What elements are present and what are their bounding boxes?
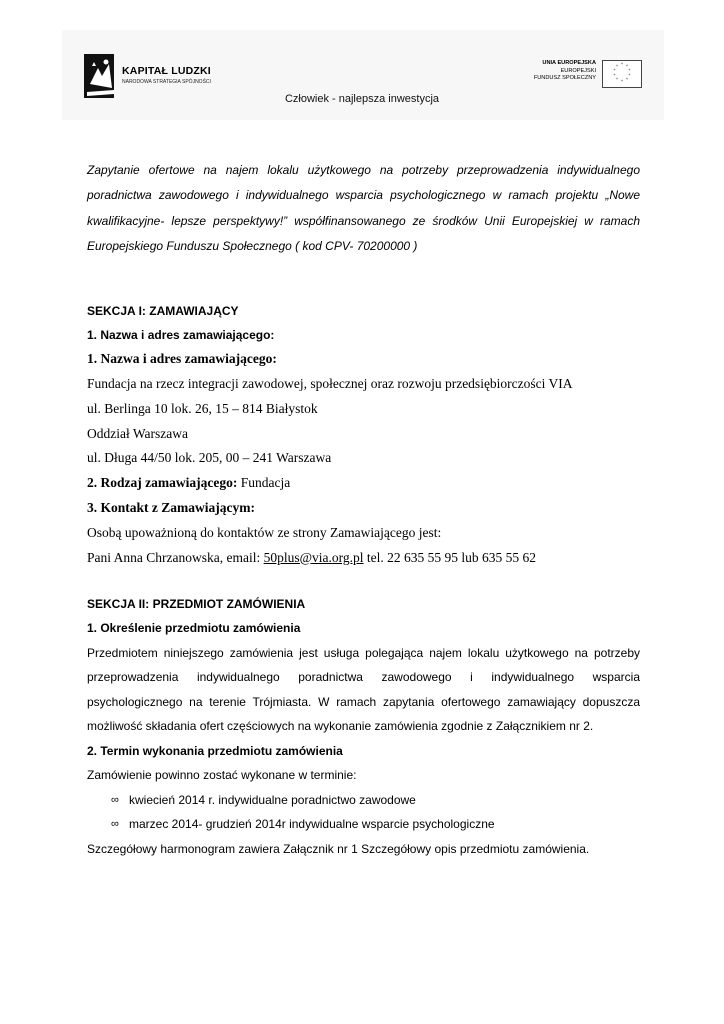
branch-name: Oddział Warszawa: [87, 425, 188, 441]
svg-text:*: *: [628, 68, 631, 73]
section-2-subheading-2: 2. Termin wykonania przedmiotu zamówienia: [87, 743, 343, 758]
contact-email-link[interactable]: 50plus@via.org.pl: [263, 549, 364, 565]
intro-paragraph: Zapytanie ofertowe na najem lokalu użytkowego na potrzeby przeprowadzenia indywidualnego poradnictwa zawodowego i indywidualnego wsparcia psychologicznego w ramach projektu „Nowe kwalifikacyjne- lepsze perspektywy!” współfinansowanego ze środków Unii Europejskiej w ramach Europejskiego Funduszu Społecznego ( kod CPV- 70200000 ): [87, 163, 640, 253]
tagline: Człowiek - najlepsza inwestycja: [284, 93, 440, 105]
svg-text:*: *: [621, 62, 623, 67]
address-bialystok: ul. Berlinga 10 lok. 26, 15 – 814 Białystok: [87, 400, 318, 416]
contact-details: [87, 546, 640, 571]
name-address-label: 1. Nazwa i adres zamawiającego:: [87, 351, 277, 367]
svg-text:*: *: [626, 77, 628, 82]
list-item: [87, 812, 640, 837]
section-1-heading: SEKCJA I: ZAMAWIAJĄCY: [87, 304, 239, 319]
address-warszawa: ul. Długa 44/50 lok. 205, 00 – 241 Warszawa: [87, 450, 332, 466]
contact-intro: Osobą upoważnioną do kontaktów ze strony Zamawiającego jest:: [87, 524, 442, 540]
svg-text:*: *: [616, 64, 618, 69]
eu-line-3: FUNDUSZ SPOŁECZNY: [533, 75, 596, 81]
document-body: [87, 158, 640, 861]
kapital-ludzki-emblem-icon: [84, 54, 118, 98]
eu-flag-icon: [602, 60, 642, 88]
section-1-subheading-serif: [87, 347, 640, 372]
contact-phone: tel. 22 635 55 95 lub 635 55 62: [363, 549, 537, 565]
eu-line-2: EUROPEJSKI: [560, 67, 596, 74]
eu-logo: [532, 60, 642, 90]
subject-paragraph: Przedmiotem niniejszego zamówienia jest usługa polegająca najem lokalu użytkowego na potrzeby przeprowadzenia indywidualnego poradnictwa zawodowego i indywidualnego wsparcia psychologicznego na terenie Trójmiasta. W ramach zapytania ofertowego zamawiający dopuszcza możliwość składania ofert częściowych na wykonanie zamówienia zgodnie z Załącznikiem nr 2.: [87, 645, 640, 734]
list-item-text: marzec 2014- grudzień 2014r indywidualne wsparcie psychologiczne: [129, 817, 495, 832]
contact-heading: [87, 496, 640, 521]
svg-text:*: *: [626, 64, 628, 69]
closing-note: Szczegółowy harmonogram zawiera Załącznik nr 1 Szczegółowy opis przedmiotu zamówienia.: [87, 841, 590, 856]
org-name: Fundacja na rzecz integracji zawodowej, społecznej oraz rozwoju przedsiębiorczości VIA: [87, 375, 573, 391]
svg-text:*: *: [628, 73, 631, 78]
orderer-type-value: Fundacja: [237, 475, 291, 491]
svg-text:*: *: [613, 68, 616, 73]
svg-text:*: *: [616, 77, 618, 82]
list-item: [87, 788, 640, 813]
section-2-subheading-1: 1. Określenie przedmiotu zamówienia: [87, 621, 301, 636]
infinity-bullet-icon: ∞: [111, 793, 119, 806]
infinity-bullet-icon: ∞: [111, 818, 119, 831]
contact-label: 3. Kontakt z Zamawiającym:: [87, 499, 255, 515]
term-list: [87, 788, 640, 837]
eu-text: [534, 60, 596, 83]
kapital-ludzki-subtitle: NARODOWA STRATEGIA SPÓJNOŚCI: [122, 79, 211, 85]
contact-name: Pani Anna Chrzanowska, email:: [87, 549, 264, 565]
list-item-text: kwiecień 2014 r. indywidualne poradnictwo zawodowe: [129, 792, 416, 807]
section-2-heading: SEKCJA II: PRZEDMIOT ZAMÓWIENIA: [87, 597, 306, 612]
term-intro: Zamówienie powinno zostać wykonane w terminie:: [87, 768, 357, 783]
svg-text:*: *: [613, 73, 616, 78]
kapital-ludzki-title: KAPITAŁ LUDZKI: [122, 65, 211, 77]
orderer-type-label: 2. Rodzaj zamawiającego:: [87, 475, 238, 491]
svg-text:*: *: [621, 79, 623, 84]
eu-line-1: UNIA EUROPEJSKA: [542, 60, 596, 66]
section-1-subheading-sans: 1. Nazwa i adres zamawiającego:: [87, 328, 275, 343]
orderer-type: [87, 471, 640, 496]
